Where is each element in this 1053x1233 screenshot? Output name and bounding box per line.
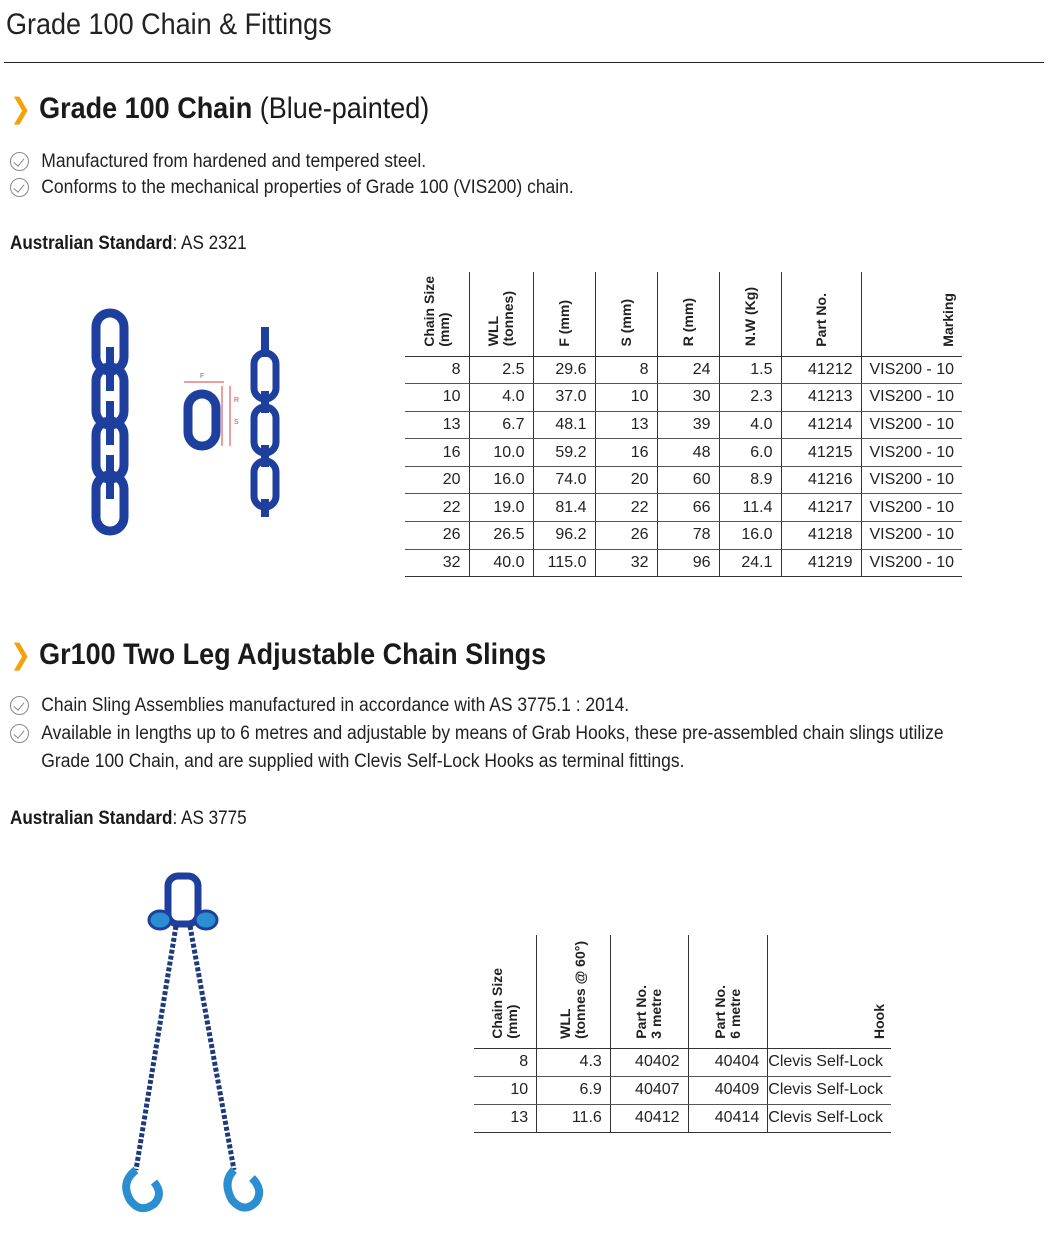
table-cell: 29.6 [533,356,595,384]
table-cell: 10.0 [469,439,533,467]
table-cell: 4.3 [537,1048,611,1076]
table-header-cell: Part No. 6 metre [688,935,768,1048]
table-cell: 40404 [688,1048,768,1076]
feature-bullet [10,691,683,720]
table-header-cell: Marking [861,272,962,356]
feature-bullet-text: Chain Sling Assemblies manufactured in accordance with AS 3775.1 : 2014. [41,695,630,716]
table-cell: 13 [405,411,469,439]
table-cell: 2.5 [469,356,533,384]
table-cell: 20 [405,466,469,494]
table-header-cell: Chain Size (mm) [474,935,537,1048]
table-cell: 6.7 [469,411,533,439]
table-cell: 1.5 [719,356,781,384]
section-heading-two-leg-slings [10,638,546,672]
table-cell: 10 [405,384,469,412]
standard-label: Australian Standard [10,233,173,254]
table-cell: 39 [657,411,719,439]
table-cell: VIS200 - 10 [861,356,962,384]
table-cell: 41216 [781,466,861,494]
table-cell: 4.0 [469,384,533,412]
table-header-cell: WLL (tonnes) [469,272,533,356]
table-cell: 30 [657,384,719,412]
table-cell: 2.3 [719,384,781,412]
single-link [188,394,216,446]
table-cell: 41218 [781,522,861,550]
table-cell: 41217 [781,494,861,522]
table-cell: 8 [595,356,657,384]
table-header-cell: Hook [768,935,891,1048]
standard-value: : AS 2321 [172,233,247,254]
table-cell: 16 [595,439,657,467]
standard-label: Australian Standard [10,808,173,829]
table-cell: 41212 [781,356,861,384]
table-header-cell: N.W (Kg) [719,272,781,356]
table-cell: 19.0 [469,494,533,522]
table-header-cell: Part No. 3 metre [610,935,688,1048]
chain-side-illustration [248,325,282,519]
table-cell: VIS200 - 10 [861,466,962,494]
table-cell: VIS200 - 10 [861,494,962,522]
sling-leg-right [190,926,234,1170]
chain-link-side [261,327,269,357]
table-header-cell: F (mm) [533,272,595,356]
table-cell: 37.0 [533,384,595,412]
table-row [474,1076,891,1104]
chain-spec-table [405,272,962,577]
table-row [474,1104,891,1132]
table-header-cell: WLL (tonnes @ 60°) [537,935,611,1048]
section-heading-bold: Grade 100 Chain [39,92,253,125]
feature-bullet [10,147,462,176]
table-cell: VIS200 - 10 [861,384,962,412]
chevron-right-icon: ❯ [10,639,32,670]
table-cell: 10 [474,1076,537,1104]
table-cell: VIS200 - 10 [861,439,962,467]
grab-hook [195,911,217,929]
australian-standard [10,808,247,830]
table-cell: 13 [595,411,657,439]
table-cell: 48 [657,439,719,467]
table-cell: VIS200 - 10 [861,522,962,550]
table-cell: Clevis Self-Lock [768,1076,891,1104]
table-row [405,549,962,577]
table-cell: 32 [405,549,469,577]
table-cell: 78 [657,522,719,550]
table-cell: 8 [474,1048,537,1076]
table-cell: 41213 [781,384,861,412]
table-cell: 115.0 [533,549,595,577]
table-row [405,356,962,384]
table-cell: 8.9 [719,466,781,494]
table-cell: 16.0 [719,522,781,550]
feature-bullet [10,173,623,202]
table-row [405,522,962,550]
table-cell: 10 [595,384,657,412]
table-cell: 40407 [610,1076,688,1104]
table-cell: 81.4 [533,494,595,522]
section-heading-grade100-chain [10,92,429,126]
chain-link-side [106,401,114,445]
grab-hook [149,911,171,929]
table-cell: Clevis Self-Lock [768,1048,891,1076]
table-cell: 4.0 [719,411,781,439]
chain-illustration [85,305,135,537]
table-header-cell: Part No. [781,272,861,356]
table-cell: 40402 [610,1048,688,1076]
table-cell: 32 [595,549,657,577]
table-cell: 16.0 [469,466,533,494]
table-row [405,494,962,522]
link-dimension-diagram [178,368,248,452]
chain-link-side [261,391,269,413]
feature-bullet-continued [10,747,743,776]
table-cell: 96 [657,549,719,577]
table-cell: VIS200 - 10 [861,411,962,439]
feature-bullet-text: Conforms to the mechanical properties of Grade 100 (VIS200) chain. [41,177,574,198]
table-cell: 41219 [781,549,861,577]
sling-leg-left [136,926,176,1170]
feature-bullet-text: Available in lengths up to 6 metres and adjustable by means of Grab Hooks, these pre-assembled chain slings utilize [41,723,944,744]
table-cell: 24 [657,356,719,384]
dimension-f-label: F [200,373,205,380]
table-cell: 40412 [610,1104,688,1132]
table-header-row [405,272,962,356]
table-cell: 24.1 [719,549,781,577]
australian-standard [10,233,247,255]
table-cell: 6.9 [537,1076,611,1104]
sling-spec-table [474,935,891,1133]
table-cell: 96.2 [533,522,595,550]
feature-bullet [10,719,1025,748]
table-row [405,411,962,439]
table-cell: 22 [405,494,469,522]
master-link [168,876,198,924]
table-cell: 74.0 [533,466,595,494]
dimension-s-label: S [234,419,239,426]
chain-link-side [106,347,114,391]
table-cell: 40.0 [469,549,533,577]
table-cell: 41215 [781,439,861,467]
table-row [405,439,962,467]
feature-bullet-text: Grade 100 Chain, and are supplied with Clevis Self-Lock Hooks as terminal fittings. [41,751,685,772]
chevron-right-icon: ❯ [10,93,32,124]
chain-link-side [261,445,269,467]
table-cell: 26.5 [469,522,533,550]
table-header-cell: S (mm) [595,272,657,356]
table-row [405,384,962,412]
table-row [474,1048,891,1076]
title-divider [4,62,1044,63]
dimension-r-label: R [234,397,240,404]
table-cell: VIS200 - 10 [861,549,962,577]
self-lock-hook-right [227,1170,259,1208]
table-header-cell: Chain Size (mm) [405,272,469,356]
chain-link-side [261,499,269,517]
table-header-row [474,935,891,1048]
chain-link-side [106,455,114,499]
table-cell: 59.2 [533,439,595,467]
section-heading-light: (Blue-painted) [259,92,430,125]
table-cell: Clevis Self-Lock [768,1104,891,1132]
table-cell: 60 [657,466,719,494]
table-row [405,466,962,494]
table-cell: 40409 [688,1076,768,1104]
table-cell: 26 [595,522,657,550]
feature-bullet-text: Manufactured from hardened and tempered steel. [41,151,427,172]
self-lock-hook-left [126,1170,159,1208]
table-cell: 11.6 [537,1104,611,1132]
table-cell: 6.0 [719,439,781,467]
table-cell: 41214 [781,411,861,439]
table-header-cell: R (mm) [657,272,719,356]
table-cell: 40414 [688,1104,768,1132]
table-cell: 22 [595,494,657,522]
table-cell: 66 [657,494,719,522]
table-cell: 13 [474,1104,537,1132]
standard-value: : AS 3775 [172,808,247,829]
table-cell: 16 [405,439,469,467]
table-cell: 20 [595,466,657,494]
table-cell: 26 [405,522,469,550]
table-cell: 8 [405,356,469,384]
table-cell: 48.1 [533,411,595,439]
section-heading-bold: Gr100 Two Leg Adjustable Chain Slings [39,638,547,671]
two-leg-sling-illustration [108,870,278,1220]
table-cell: 11.4 [719,494,781,522]
page-title: Grade 100 Chain & Fittings [6,8,332,41]
